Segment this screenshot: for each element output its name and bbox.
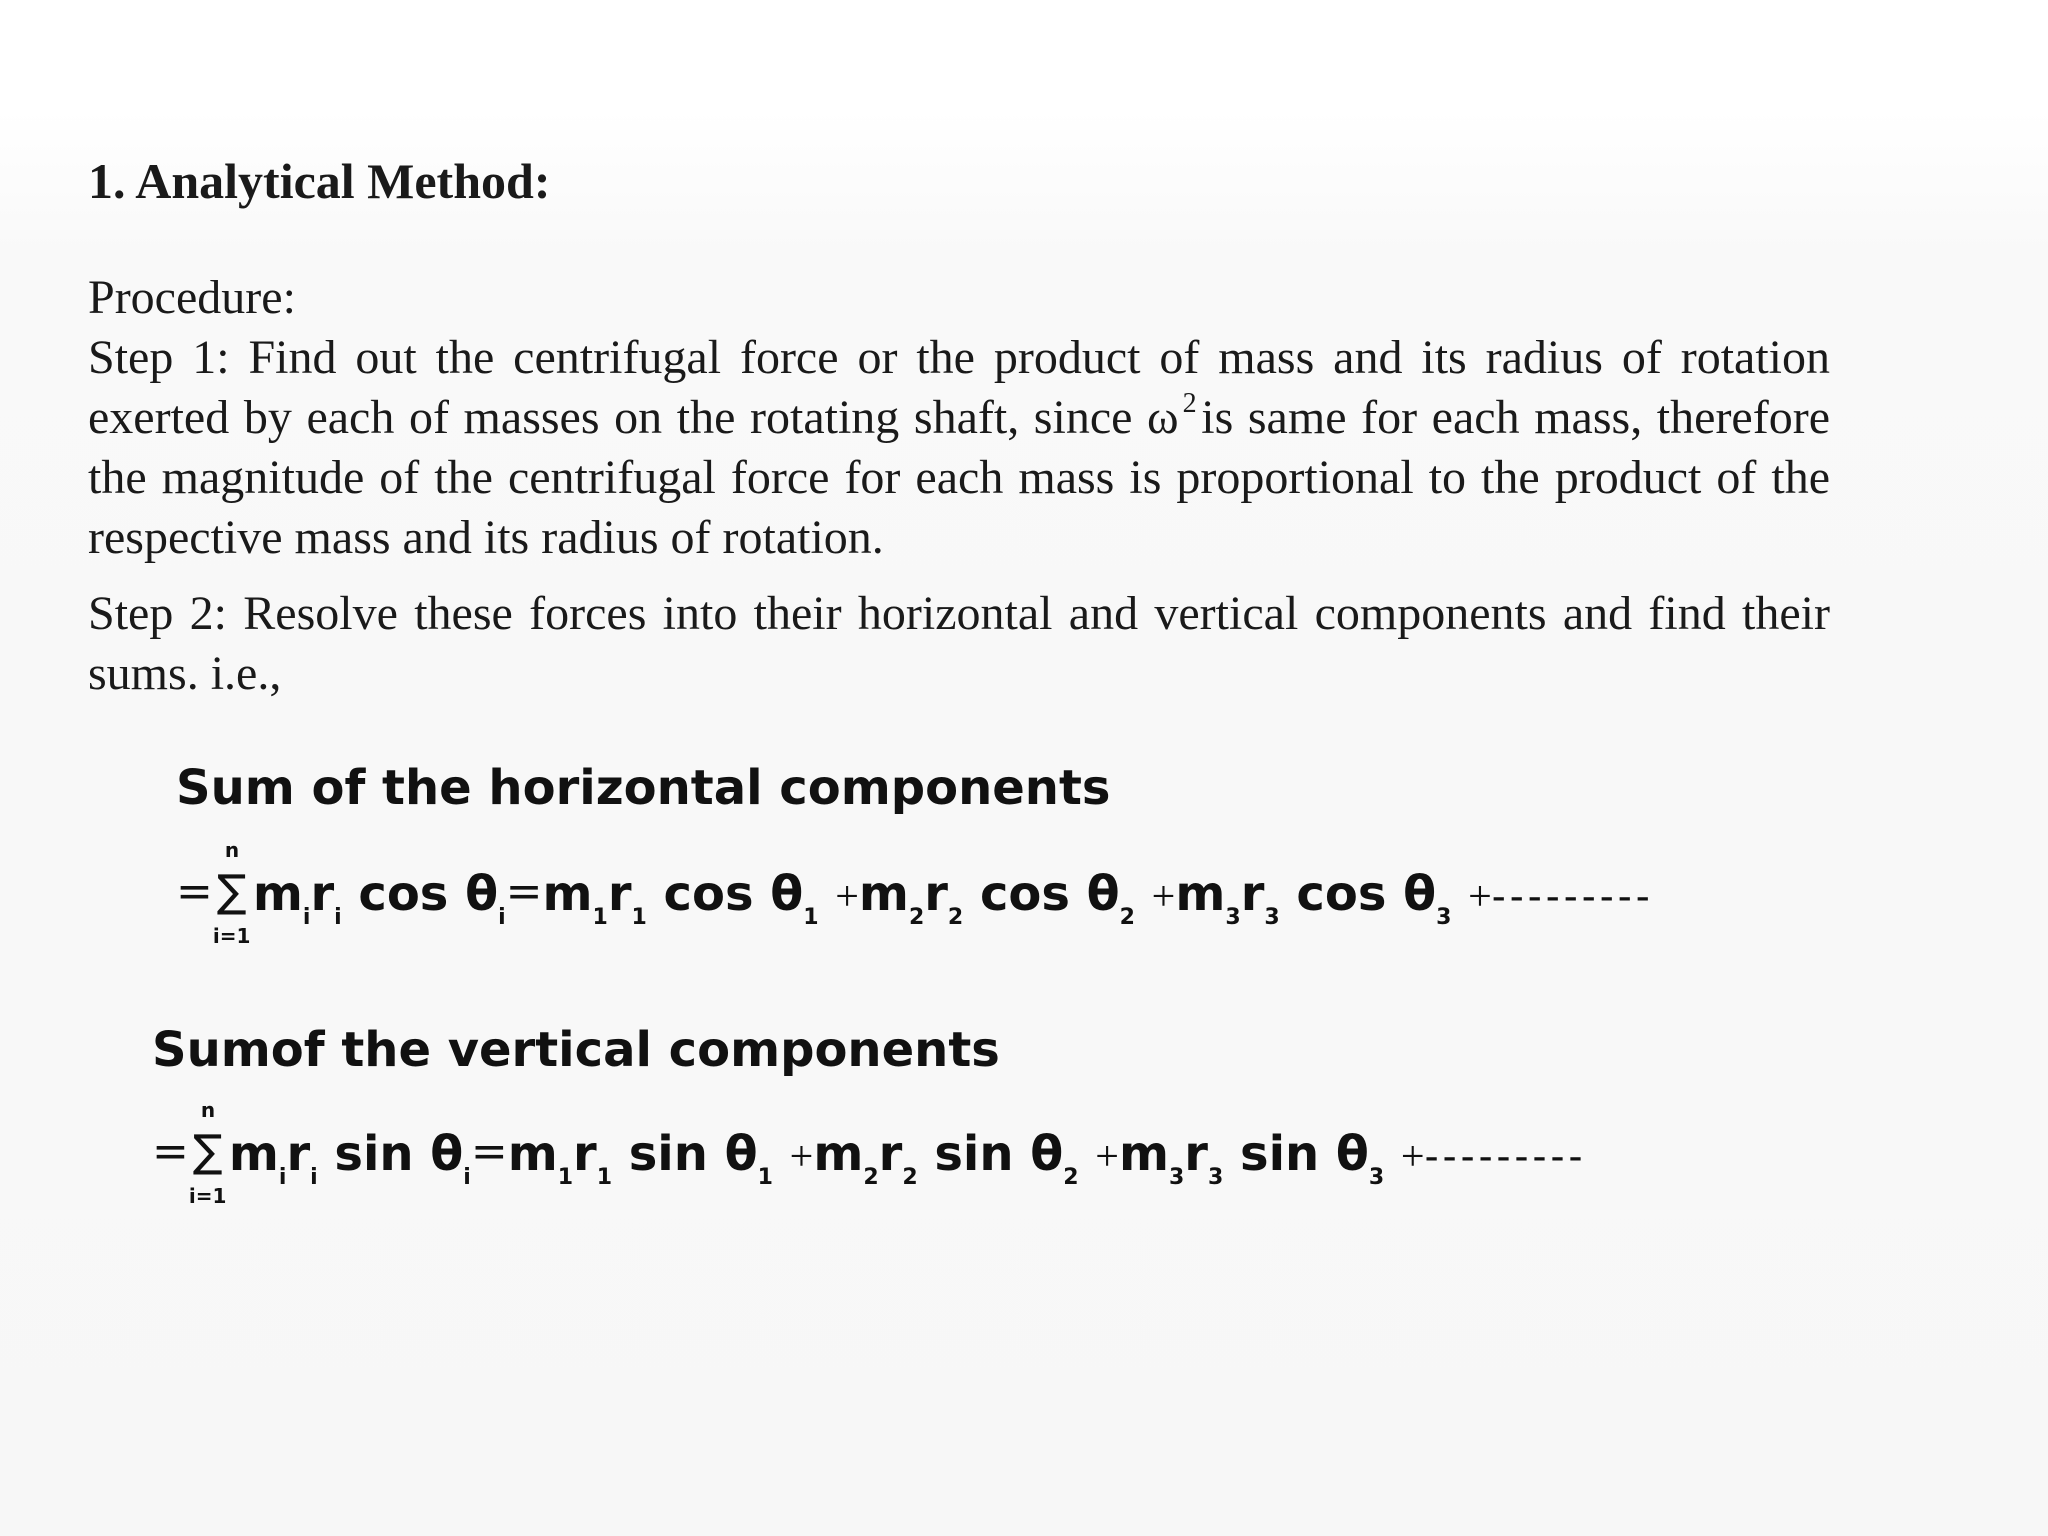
term-2: $m_2r_2$ $\cos \theta_2$ + [858, 866, 1176, 930]
continuation-dashes: --------- [1491, 872, 1654, 919]
continuation-dashes: --------- [1424, 1132, 1587, 1179]
equals-sign: = [176, 866, 213, 917]
step-1-paragraph [88, 328, 1830, 568]
term-1: $m_1r_1$ $\cos \theta_1$ + [542, 866, 859, 930]
term-2: $m_2r_2$ $\sin \theta_2$ + [813, 1126, 1119, 1190]
horizontal-sum-equation [176, 838, 1654, 968]
equals-sign: = [152, 1126, 189, 1177]
vertical-sum-label: Sumof the vertical components [152, 1022, 1000, 1078]
upper-limit: n [224, 838, 240, 862]
equals-sign: = [505, 866, 543, 917]
lower-limit: i=1 [212, 924, 251, 948]
term-3: $m_3r_3$ $\cos \theta_3$ +--------- [1175, 866, 1654, 930]
vertical-sum-equation [152, 1098, 1587, 1228]
section-heading: 1. Analytical Method: [88, 153, 551, 209]
summation-symbol [212, 838, 253, 948]
horizontal-sum-label: Sum of the horizontal components [176, 760, 1111, 816]
omega-symbol: ω [1147, 391, 1179, 444]
summation-symbol [188, 1098, 229, 1208]
lower-limit: i=1 [188, 1184, 227, 1208]
upper-limit: n [200, 1098, 216, 1122]
term-3: $m_3r_3$ $\sin \theta_3$ +--------- [1118, 1126, 1587, 1190]
step-1-text-after: is same for each mass, therefore the magnitude of the centrifugal force for each mass is proportional to the product of the respective mass and its radius of rotation. [88, 391, 1831, 564]
procedure-label: Procedure: [88, 271, 296, 324]
sigma-glyph: ∑ [216, 866, 247, 917]
general-term: $m_ir_i$ $\cos \theta_i$ [252, 866, 506, 930]
omega-exponent: 2 [1182, 388, 1197, 419]
general-term: $m_ir_i$ $\sin \theta_i$ [228, 1126, 471, 1190]
equals-sign: = [470, 1126, 508, 1177]
step-2-paragraph: Step 2: Resolve these forces into their horizontal and vertical components and find their sums. i.e., [88, 587, 1830, 700]
sigma-glyph: ∑ [192, 1126, 223, 1177]
step-1-text-before: Step 1: Find out the centrifugal force or the product of mass and its radius of rotation exerted by each of masses on the rotating shaft, since [88, 331, 1830, 444]
omega-squared [1147, 388, 1197, 448]
term-1: $m_1r_1$ $\sin \theta_1$ + [507, 1126, 814, 1190]
